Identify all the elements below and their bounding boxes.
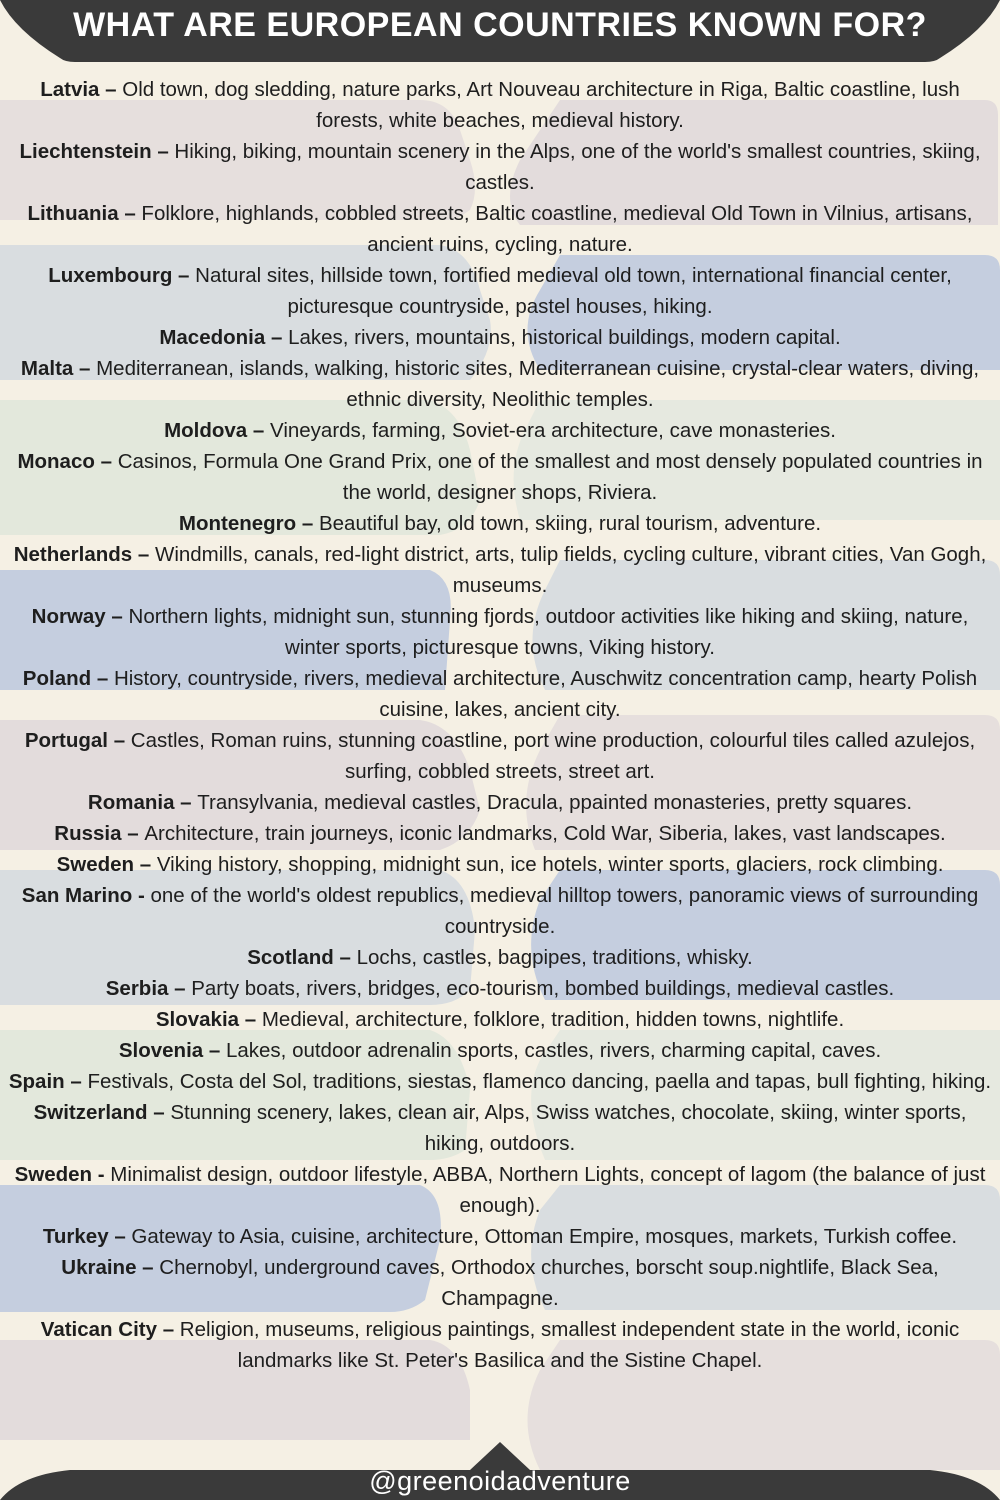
country-description: one of the world's oldest republics, medieval hilltop towers, panoramic views of surrounding countryside. [150,884,979,938]
country-description: Medieval, architecture, folklore, tradition, hidden towns, nightlife. [261,1008,845,1031]
list-item [0,1066,1000,1097]
separator: – [136,1256,160,1279]
separator: – [108,729,131,752]
header-banner [0,0,1000,62]
separator: – [239,1008,262,1031]
list-item [0,942,1000,973]
country-name: Sweden [56,853,135,876]
country-description: Castles, Roman ruins, stunning coastline, port wine production, colourful tiles called azulejos, surfing, cobbled streets, street art. [130,729,976,783]
separator: – [94,450,118,473]
country-description: Party boats, rivers, bridges, eco-tourism, bombed buildings, medieval castles. [191,977,895,1000]
country-description: History, countryside, rivers, medieval architecture, Auschwitz concentration camp, hearty Polish cuisine, lakes, ancient city. [113,667,978,721]
country-description: Folklore, highlands, cobbled streets, Baltic coastline, medieval Old Town in Vilnius, artisans, ancient ruins, cycling, nature. [141,202,973,256]
list-item [0,663,1000,725]
country-name: Spain [8,1070,65,1093]
list-item [0,880,1000,942]
separator: – [121,822,145,845]
country-name: Luxembourg [48,264,173,287]
footer-banner [0,1440,1000,1500]
separator: – [64,1070,88,1093]
separator: – [172,264,196,287]
country-description: Stunning scenery, lakes, clean air, Alps, Swiss watches, chocolate, skiing, winter sports, hiking, outdoors. [170,1101,967,1155]
separator: – [333,946,357,969]
country-name: Malta [20,357,74,380]
country-name: San Marino [21,884,133,907]
list-item [0,74,1000,136]
list-item [0,1097,1000,1159]
country-description: Gateway to Asia, cuisine, architecture, Ottoman Empire, mosques, markets, Turkish coffee. [131,1225,958,1248]
separator: – [105,605,129,628]
country-description: Chernobyl, underground caves, Orthodox churches, borscht soup.nightlife, Black Sea, Champagne. [159,1256,939,1310]
country-description: Beautiful bay, old town, skiing, rural tourism, adventure. [318,512,822,535]
list-item [0,198,1000,260]
country-name: Ukraine [61,1256,137,1279]
list-item [0,539,1000,601]
country-description: Natural sites, hillside town, fortified medieval old town, international financial center, picturesque countryside, pastel houses, hiking. [195,264,952,318]
list-item [0,1314,1000,1376]
footer-handle: @greenoidadventure [369,1466,631,1496]
separator: – [157,1318,180,1341]
list-item [0,849,1000,880]
country-name: Lithuania [27,202,119,225]
list-item [0,973,1000,1004]
country-name: Vatican City [40,1318,157,1341]
country-name: Poland [22,667,92,690]
separator: – [247,419,271,442]
country-description: Vineyards, farming, Soviet-era architecture, cave monasteries. [270,419,836,442]
country-name: Romania [87,791,175,814]
country-name: Monaco [17,450,95,473]
list-item [0,787,1000,818]
separator: – [73,357,97,380]
list-item [0,353,1000,415]
country-name: Netherlands [13,543,133,566]
country-name: Moldova [164,419,248,442]
separator: – [147,1101,171,1124]
list-item [0,1252,1000,1314]
country-description: Mediterranean, islands, walking, historic sites, Mediterranean cuisine, crystal-clear waters, diving, ethnic diversity, Neolithic temples. [96,357,980,411]
list-item [0,1159,1000,1221]
separator: – [134,853,157,876]
list-item [0,508,1000,539]
country-description: Lochs, castles, bagpipes, traditions, whisky. [356,946,753,969]
page-title: WHAT ARE EUROPEAN COUNTRIES KNOWN FOR? [73,6,927,44]
country-name: Portugal [24,729,108,752]
country-name: Liechtenstein [19,140,152,163]
country-description: Windmills, canals, red-light district, arts, tulip fields, cycling culture, vibrant cities, Van Gogh, museums. [154,543,987,597]
country-description: Viking history, shopping, midnight sun, ice hotels, winter sports, glaciers, rock climbing. [156,853,944,876]
separator: – [132,543,155,566]
separator: – [265,326,289,349]
country-description: Architecture, train journeys, iconic landmarks, Cold War, Siberia, lakes, vast landscapes. [144,822,946,845]
country-name: Montenegro [178,512,297,535]
country-name: Turkey [42,1225,109,1248]
list-item [0,260,1000,322]
separator: – [118,202,142,225]
list-item [0,136,1000,198]
separator: - [92,1163,111,1186]
country-name: Serbia [105,977,169,1000]
country-description: Casinos, Formula One Grand Prix, one of the smallest and most densely populated countries in the world, designer shops, Riviera. [117,450,983,504]
country-name: Russia [54,822,122,845]
country-name: Slovenia [118,1039,204,1062]
country-description: Festivals, Costa del Sol, traditions, siestas, flamenco dancing, paella and tapas, bull fighting, hiking. [87,1070,992,1093]
separator: – [151,140,175,163]
separator: – [203,1039,226,1062]
list-item [0,725,1000,787]
separator: – [91,667,114,690]
country-name: Switzerland [33,1101,148,1124]
separator: – [99,78,123,101]
separator: – [296,512,319,535]
separator: – [108,1225,132,1248]
separator: - [132,884,151,907]
list-item [0,601,1000,663]
list-item [0,818,1000,849]
country-name: Sweden [14,1163,93,1186]
country-description: Lakes, outdoor adrenalin sports, castles, rivers, charming capital, caves. [225,1039,882,1062]
country-description: Lakes, rivers, mountains, historical buildings, modern capital. [288,326,841,349]
country-description: Religion, museums, religious paintings, smallest independent state in the world, iconic landmarks like St. Peter's Basilica and the Sistine Chapel. [179,1318,960,1372]
separator: – [168,977,192,1000]
country-description: Transylvania, medieval castles, Dracula, ppainted monasteries, pretty squares. [197,791,913,814]
country-name: Slovakia [155,1008,240,1031]
country-name: Latvia [40,78,100,101]
country-name: Norway [31,605,106,628]
country-list [0,74,1000,1376]
country-description: Old town, dog sledding, nature parks, Art Nouveau architecture in Riga, Baltic coastline, lush forests, white beaches, medieval history. [122,78,960,132]
country-description: Minimalist design, outdoor lifestyle, ABBA, Northern Lights, concept of lagom (the balance of just enough). [110,1163,986,1217]
country-name: Macedonia [159,326,266,349]
list-item [0,322,1000,353]
country-name: Scotland [247,946,334,969]
country-description: Northern lights, midnight sun, stunning fjords, outdoor activities like hiking and skiing, nature, winter sports, picturesque towns, Viking history. [128,605,969,659]
list-item [0,1004,1000,1035]
list-item [0,1035,1000,1066]
list-item [0,446,1000,508]
list-item [0,415,1000,446]
list-item [0,1221,1000,1252]
country-description: Hiking, biking, mountain scenery in the Alps, one of the world's smallest countries, skiing, castles. [174,140,981,194]
separator: – [174,791,198,814]
